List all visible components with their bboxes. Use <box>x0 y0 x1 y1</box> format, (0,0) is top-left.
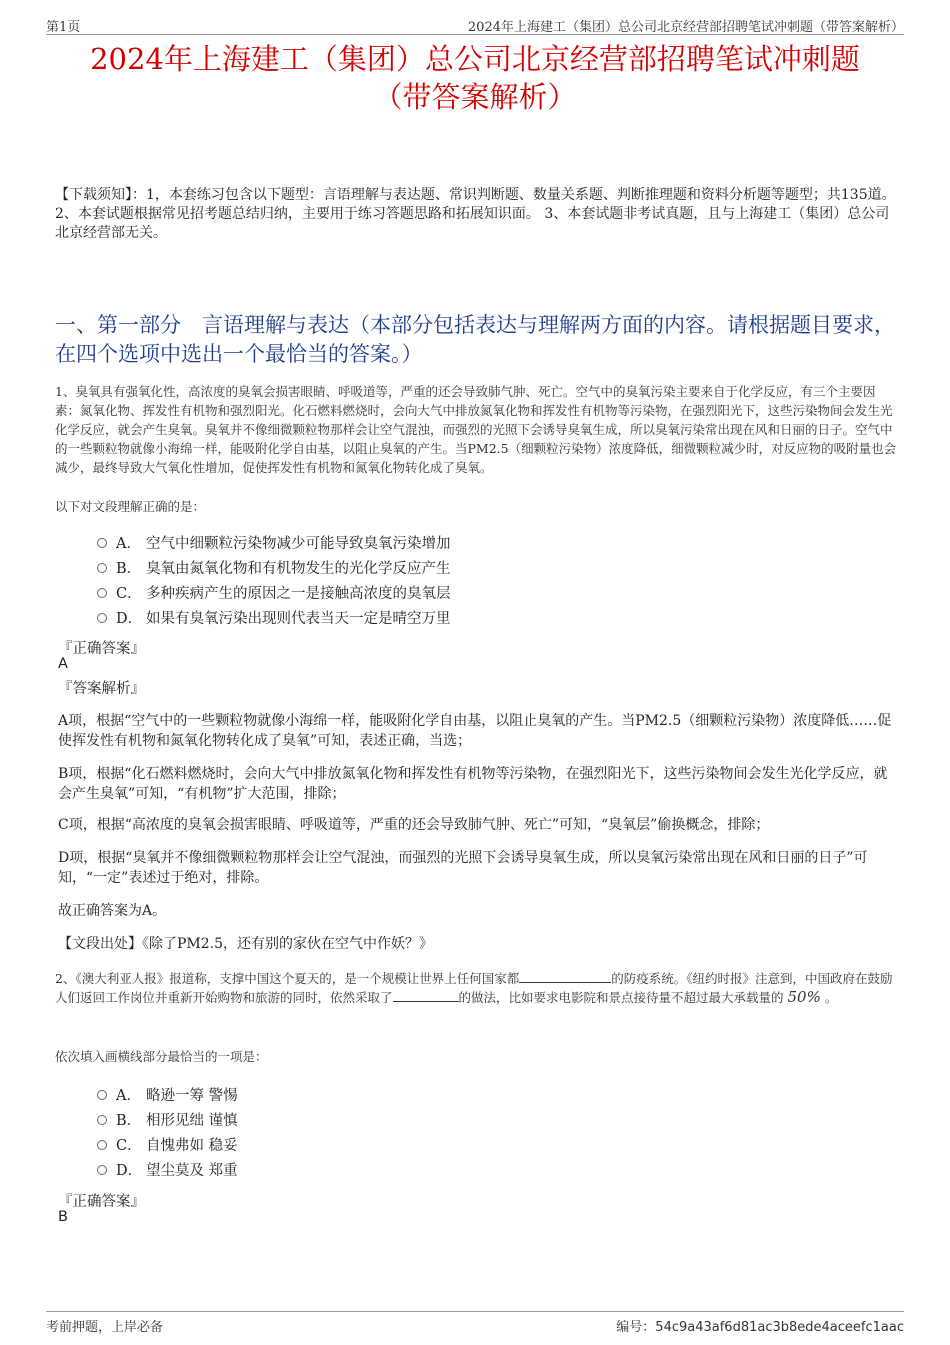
radio-icon[interactable] <box>97 538 107 548</box>
q2-answer-label: 『正确答案』 <box>58 1194 145 1210</box>
q2-options <box>97 1084 238 1184</box>
q1-answer: A <box>58 656 68 672</box>
q1-passage: 1、臭氧具有强氧化性，高浓度的臭氧会损害眼睛、呼吸道等，严重的还会导致肺气肿、死亡。空气中的臭氧污染主要来自于化学反应，有三个主要因素：氮氧化物、挥发性有机物和强烈阳光。化石燃料燃烧时，会向大气中排放氮氧化物和挥发性有机物等污染物，在强烈阳光下，这些污染物间会发生光化学反应，就会产生臭氧。臭氧并不像细微颗粒物那样会让空气混浊，而强烈的光照下会诱导臭氧生成，所以臭氧污染常出现在风和日丽的日子。空气中的一些颗粒物就像小海绵一样，能吸附化学自由基，以阻止臭氧的产生。当PM2.5（细颗粒污染物）浓度降低，细微颗粒减少时，对反应物的吸附量也会减少，最终导致大气氧化性增加，促使挥发性有机物和氮氧化物转化成了臭氧。 <box>55 384 897 475</box>
radio-icon[interactable] <box>97 1115 107 1125</box>
title-line-2: （带答案解析） <box>373 80 577 114</box>
q2-option-d[interactable]: D． 望尘莫及 郑重 <box>97 1159 238 1184</box>
q2-option-c[interactable]: C． 自愧弗如 稳妥 <box>97 1134 238 1159</box>
section-heading: 一、第一部分 言语理解与表达（本部分包括表达与理解两方面的内容。请根据题目要求，在四个选项中选出一个最恰当的答案。） <box>55 313 895 366</box>
q2-prompt: 依次填入画横线部分最恰当的一项是： <box>55 1049 268 1064</box>
blank-1 <box>519 970 611 983</box>
q1-analysis-c: C项，根据“高浓度的臭氧会损害眼睛、呼吸道等，严重的还会导致肺气肿、死亡”可知，“臭氧层”偷换概念，排除； <box>58 817 770 833</box>
page-header <box>46 14 904 35</box>
q1-prompt: 以下对文段理解正确的是： <box>55 499 206 514</box>
title-line-1: 2024年上海建工（集团）总公司北京经营部招聘笔试冲刺题 <box>90 42 860 76</box>
radio-icon[interactable] <box>97 1140 107 1150</box>
header-doc-title: 2024年上海建工（集团）总公司北京经营部招聘笔试冲刺题（带答案解析） <box>467 20 904 35</box>
footer-code: 编号：54c9a43af6d81ac3b8ede4aceefc1aac <box>616 1320 904 1335</box>
q1-analysis-d: D项，根据“臭氧并不像细微颗粒物那样会让空气混浊，而强烈的光照下会诱导臭氧生成，所以臭氧污染常出现在风和日丽的日子”可知，“一定”表述过于绝对，排除。 <box>58 850 868 886</box>
q1-analysis-a: A项，根据“空气中的一些颗粒物就像小海绵一样，能吸附化学自由基，以阻止臭氧的产生。当PM2.5（细颗粒污染物）浓度降低……促使挥发性有机物和氮氧化物转化成了臭氧”可知，表述正确，当选； <box>58 713 892 749</box>
blank-2 <box>393 989 459 1002</box>
q2-option-a[interactable]: A． 略逊一筹 警惕 <box>97 1084 238 1109</box>
radio-icon[interactable] <box>97 563 107 573</box>
footer-slogan: 考前押题，上岸必备 <box>46 1320 164 1335</box>
page-footer <box>46 1311 904 1334</box>
document-title <box>40 40 910 116</box>
radio-icon[interactable] <box>97 1090 107 1100</box>
q1-source: 【文段出处】《除了PM2.5，还有别的家伙在空气中作妖？》 <box>58 936 434 952</box>
page-number: 第1页 <box>46 20 81 35</box>
radio-icon[interactable] <box>97 1165 107 1175</box>
radio-icon[interactable] <box>97 613 107 623</box>
radio-icon[interactable] <box>97 588 107 598</box>
q1-options <box>97 532 451 632</box>
q2-answer: B <box>58 1209 68 1225</box>
q1-option-a[interactable]: A． 空气中细颗粒污染物减少可能导致臭氧污染增加 <box>97 532 451 557</box>
q2-option-b[interactable]: B． 相形见绌 谨慎 <box>97 1109 238 1134</box>
q1-option-b[interactable]: B． 臭氧由氮氧化物和有机物发生的光化学反应产生 <box>97 557 451 582</box>
q1-conclusion: 故正确答案为A。 <box>58 903 167 919</box>
q1-option-c[interactable]: C． 多种疾病产生的原因之一是接触高浓度的臭氧层 <box>97 582 451 607</box>
q1-option-d[interactable]: D． 如果有臭氧污染出现则代表当天一定是晴空万里 <box>97 607 451 632</box>
q1-analysis-label: 『答案解析』 <box>58 681 145 697</box>
q1-answer-label: 『正确答案』 <box>58 641 145 657</box>
q2-passage: 2、《澳大利亚人报》报道称，支撑中国这个夏天的，是一个规模让世界上任何国家都 的防疫系统。《纽约时报》注意到，中国政府在鼓励人们返回工作岗位并重新开始购物和旅游的同时，依然采取了 的做法，比如要求电影院和景点接待量不超过最大承载量的 50% 。 <box>55 971 893 1006</box>
q1-analysis-b: B项，根据“化石燃料燃烧时，会向大气中排放氮氧化物和挥发性有机物等污染物，在强烈阳光下，这些污染物间会发生光化学反应，就会产生臭氧”可知，“有机物”扩大范围，排除； <box>58 766 888 802</box>
q2-percent: 50% <box>787 988 821 1006</box>
download-notice: 【下载须知】：1，本套练习包含以下题型：言语理解与表达题、常识判断题、数量关系题、判断推理题和资料分析题等题型；共135道。 2、本套试题根据常见招考题总结归纳，主要用于练习答题思路和拓展知识面。 3、本套试题非考试真题，且与上海建工（集团）总公司北京经营部无关。 <box>55 187 896 241</box>
